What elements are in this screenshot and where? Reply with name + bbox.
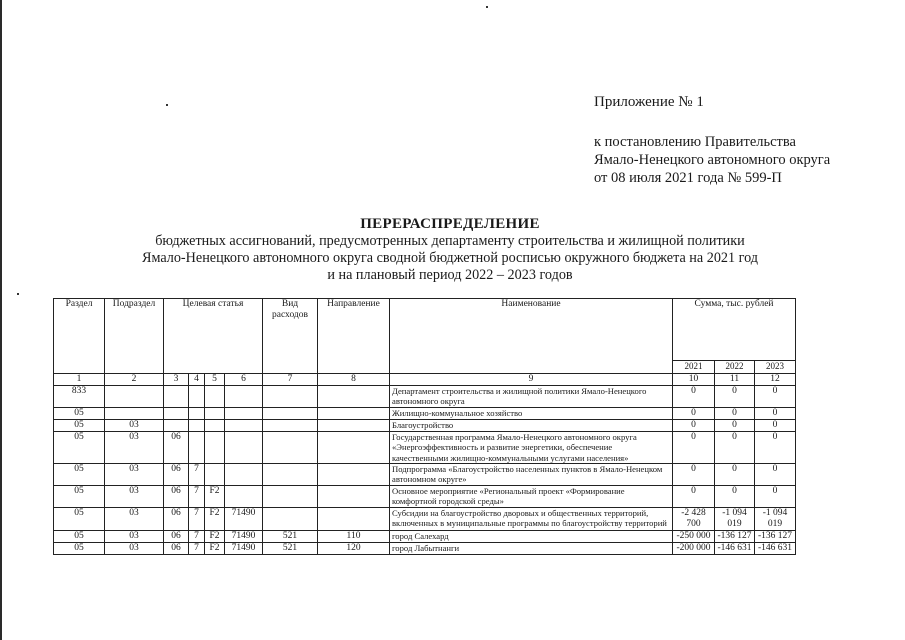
target-2-cell [189, 431, 205, 463]
name-cell: Подпрограмма «Благоустройство населенных пунктов в Ямало-Ненецком автономном округе» [390, 464, 673, 486]
decree-line: к постановлению Правительства [594, 134, 796, 150]
direction-cell [318, 485, 390, 507]
name-cell: Благоустройство [390, 419, 673, 431]
direction-cell [318, 419, 390, 431]
column-number: 6 [225, 374, 263, 386]
section-cell: 05 [54, 431, 105, 463]
target-3-cell [205, 431, 225, 463]
expense-kind-cell [263, 407, 318, 419]
name-cell: город Лабытнанги [390, 542, 673, 554]
column-number: 4 [189, 374, 205, 386]
target-2-cell: 7 [189, 464, 205, 486]
column-number: 2 [105, 374, 164, 386]
table-row [54, 507, 796, 530]
target-2-cell: 7 [189, 542, 205, 554]
expense-kind-cell [263, 386, 318, 408]
amount-2022-cell: 0 [715, 419, 755, 431]
target-3-cell [205, 386, 225, 408]
name-cell: Департамент строительства и жилищной политики Ямало-Ненецкого автономного округа [390, 386, 673, 408]
name-cell: Государственная программа Ямало-Ненецкого автономного округа «Энергоэффективность и развитие энергетики, обеспечение качественными жилищно-коммунальными услугами населения» [390, 431, 673, 463]
target-4-cell: 71490 [225, 542, 263, 554]
section-cell: 05 [54, 530, 105, 542]
subsection-cell: 03 [105, 542, 164, 554]
name-cell: Субсидии на благоустройство дворовых и общественных территорий, включенных в муниципальные программы по благоустройству территорий [390, 507, 673, 530]
amount-2022-cell: 0 [715, 485, 755, 507]
table-row [54, 419, 796, 431]
column-number: 10 [673, 374, 715, 386]
target-4-cell [225, 407, 263, 419]
amount-2021-cell: 0 [673, 407, 715, 419]
direction-cell [318, 507, 390, 530]
column-number: 3 [164, 374, 189, 386]
expense-kind-cell [263, 431, 318, 463]
target-4-cell [225, 386, 263, 408]
section-cell: 05 [54, 507, 105, 530]
table-row [54, 485, 796, 507]
header-expense-kind: Вид расходов [263, 299, 318, 374]
amount-2023-cell: 0 [755, 407, 796, 419]
target-1-cell: 06 [164, 542, 189, 554]
target-2-cell [189, 386, 205, 408]
header-year: 2023 [755, 361, 796, 374]
name-cell: Жилищно-коммунальное хозяйство [390, 407, 673, 419]
amount-2022-cell: -146 631 [715, 542, 755, 554]
section-cell: 833 [54, 386, 105, 408]
amount-2021-cell: -2 428 700 [673, 507, 715, 530]
header-subsection: Подраздел [105, 299, 164, 374]
subtitle-line: и на плановый период 2022 – 2023 годов [327, 267, 573, 283]
section-cell: 05 [54, 542, 105, 554]
target-1-cell: 06 [164, 464, 189, 486]
target-4-cell [225, 419, 263, 431]
amount-2021-cell: -250 000 [673, 530, 715, 542]
column-number: 1 [54, 374, 105, 386]
direction-cell: 120 [318, 542, 390, 554]
amount-2021-cell: 0 [673, 419, 715, 431]
amount-2021-cell: 0 [673, 485, 715, 507]
budget-table [53, 298, 796, 555]
table-row [54, 542, 796, 554]
target-2-cell [189, 419, 205, 431]
target-4-cell [225, 431, 263, 463]
amount-2023-cell: -1 094 019 [755, 507, 796, 530]
amount-2023-cell: 0 [755, 419, 796, 431]
subsection-cell: 03 [105, 507, 164, 530]
target-2-cell: 7 [189, 507, 205, 530]
column-number: 7 [263, 374, 318, 386]
table-row [54, 431, 796, 463]
expense-kind-cell [263, 485, 318, 507]
amount-2023-cell: 0 [755, 464, 796, 486]
scan-speck [486, 6, 488, 8]
table-row [54, 407, 796, 419]
column-number: 8 [318, 374, 390, 386]
section-cell: 05 [54, 419, 105, 431]
expense-kind-cell: 521 [263, 542, 318, 554]
expense-kind-cell: 521 [263, 530, 318, 542]
target-1-cell [164, 419, 189, 431]
page-edge [0, 0, 2, 640]
header-amount: Сумма, тыс. рублей [673, 299, 796, 361]
column-number: 5 [205, 374, 225, 386]
header-year: 2022 [715, 361, 755, 374]
amount-2021-cell: 0 [673, 464, 715, 486]
document-subtitle [0, 233, 900, 284]
subsection-cell: 03 [105, 464, 164, 486]
direction-cell [318, 386, 390, 408]
amount-2022-cell: 0 [715, 386, 755, 408]
subsection-cell [105, 386, 164, 408]
target-1-cell [164, 386, 189, 408]
direction-cell: 110 [318, 530, 390, 542]
header-section: Раздел [54, 299, 105, 374]
target-3-cell: F2 [205, 542, 225, 554]
section-cell: 05 [54, 464, 105, 486]
header-target-item: Целевая статья [164, 299, 263, 374]
decree-line: Ямало-Ненецкого автономного округа [594, 152, 831, 168]
subsection-cell: 03 [105, 431, 164, 463]
subsection-cell [105, 407, 164, 419]
target-1-cell: 06 [164, 485, 189, 507]
column-number-row [54, 374, 796, 386]
target-2-cell [189, 407, 205, 419]
subsection-cell: 03 [105, 485, 164, 507]
amount-2023-cell: 0 [755, 485, 796, 507]
expense-kind-cell [263, 507, 318, 530]
target-2-cell: 7 [189, 530, 205, 542]
amount-2023-cell: 0 [755, 431, 796, 463]
amount-2022-cell: 0 [715, 407, 755, 419]
target-4-cell [225, 464, 263, 486]
decree-line: от 08 июля 2021 года № 599-П [594, 170, 782, 186]
amount-2022-cell: -1 094 019 [715, 507, 755, 530]
direction-cell [318, 464, 390, 486]
target-4-cell: 71490 [225, 507, 263, 530]
target-3-cell [205, 419, 225, 431]
table-row [54, 530, 796, 542]
header-direction: Направление [318, 299, 390, 374]
target-4-cell [225, 485, 263, 507]
target-4-cell: 71490 [225, 530, 263, 542]
target-2-cell: 7 [189, 485, 205, 507]
target-1-cell [164, 407, 189, 419]
amount-2021-cell: 0 [673, 386, 715, 408]
column-number: 12 [755, 374, 796, 386]
expense-kind-cell [263, 419, 318, 431]
amount-2022-cell: -136 127 [715, 530, 755, 542]
table-row [54, 464, 796, 486]
direction-cell [318, 431, 390, 463]
table-row [54, 386, 796, 408]
amount-2021-cell: -200 000 [673, 542, 715, 554]
scan-speck [166, 104, 168, 106]
amount-2022-cell: 0 [715, 464, 755, 486]
subsection-cell: 03 [105, 530, 164, 542]
amount-2023-cell: 0 [755, 386, 796, 408]
expense-kind-cell [263, 464, 318, 486]
column-number: 9 [390, 374, 673, 386]
name-cell: город Салехард [390, 530, 673, 542]
header-year: 2021 [673, 361, 715, 374]
subsection-cell: 03 [105, 419, 164, 431]
appendix-label: Приложение № 1 [594, 94, 704, 110]
section-cell: 05 [54, 407, 105, 419]
header-name: Наименование [390, 299, 673, 374]
scan-speck [17, 293, 19, 295]
amount-2023-cell: -146 631 [755, 542, 796, 554]
amount-2023-cell: -136 127 [755, 530, 796, 542]
column-number: 11 [715, 374, 755, 386]
document-title: ПЕРЕРАСПРЕДЕЛЕНИЕ [360, 216, 540, 232]
amount-2021-cell: 0 [673, 431, 715, 463]
subtitle-line: Ямало-Ненецкого автономного округа сводной бюджетной росписью окружного бюджета на 2021 год [141, 250, 759, 266]
target-3-cell: F2 [205, 530, 225, 542]
amount-2022-cell: 0 [715, 431, 755, 463]
decree-reference [594, 133, 830, 187]
target-3-cell [205, 407, 225, 419]
target-1-cell: 06 [164, 530, 189, 542]
target-3-cell: F2 [205, 485, 225, 507]
target-3-cell [205, 464, 225, 486]
target-1-cell: 06 [164, 507, 189, 530]
target-1-cell: 06 [164, 431, 189, 463]
section-cell: 05 [54, 485, 105, 507]
subtitle-line: бюджетных ассигнований, предусмотренных департаменту строительства и жилищной политики [155, 233, 745, 249]
target-3-cell: F2 [205, 507, 225, 530]
direction-cell [318, 407, 390, 419]
name-cell: Основное мероприятие «Региональный проект «Формирование комфортной городской среды» [390, 485, 673, 507]
